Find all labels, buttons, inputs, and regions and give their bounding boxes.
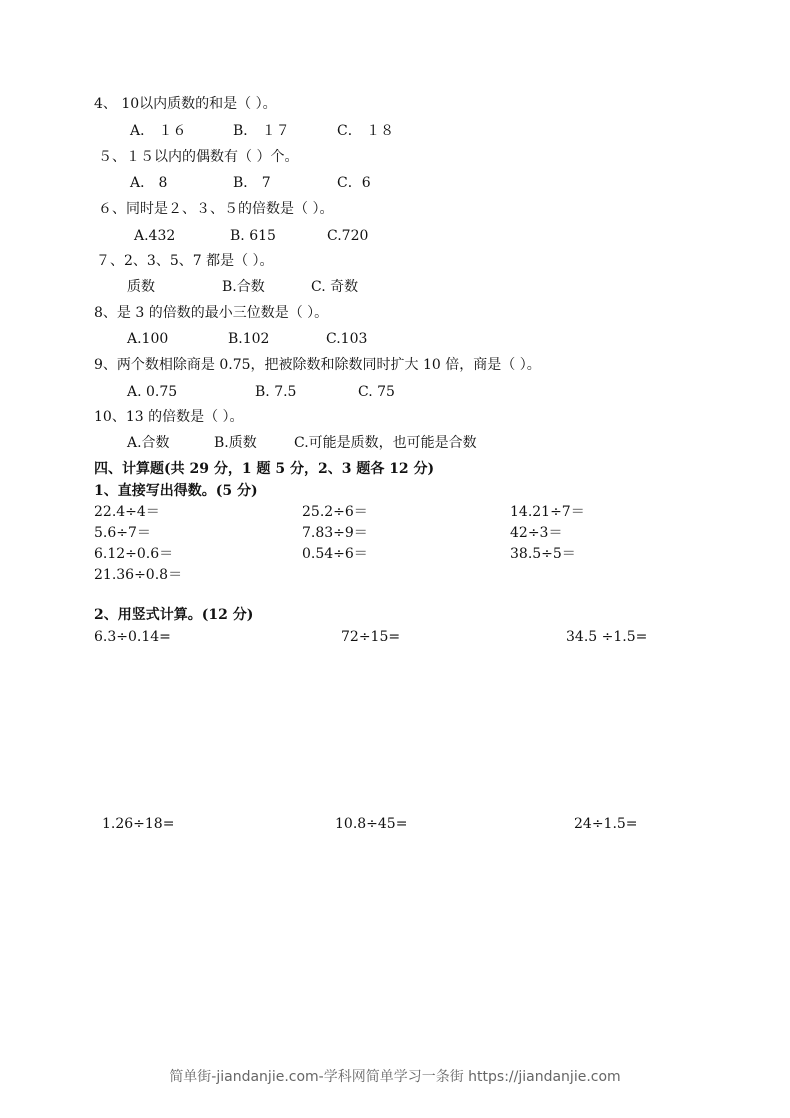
question-8-option-c: C.103: [326, 331, 368, 347]
vertical-calc-item: 34.5 ÷1.5=: [566, 629, 648, 645]
part-1-title: 1、直接写出得数。(5 分): [94, 483, 258, 499]
mental-math-item: 14.21÷7＝: [510, 504, 585, 520]
vertical-calc-item: 10.8÷45=: [335, 816, 408, 832]
question-7-option-a: 质数: [127, 279, 155, 295]
mental-math-item: 21.36÷0.8＝: [94, 567, 183, 583]
question-8-stem: 8、是 3 的倍数的最小三位数是（ ）。: [94, 305, 329, 321]
mental-math-item: 42÷3＝: [510, 525, 563, 541]
question-9-option-c: C. 75: [358, 384, 395, 400]
question-5-stem: ５、１５以内的偶数有（ ）个。: [98, 149, 299, 165]
mental-math-item: 25.2÷6＝: [302, 504, 368, 520]
question-6-stem: ６、同时是２、３、５的倍数是（ ）。: [98, 201, 334, 217]
mental-math-item: 7.83÷9＝: [302, 525, 368, 541]
question-7-option-c: C. 奇数: [311, 279, 359, 295]
mental-math-item: 38.5÷5＝: [510, 546, 576, 562]
question-8-option-a: A.100: [127, 331, 169, 347]
vertical-calc-item: 24÷1.5=: [574, 816, 638, 832]
question-5-option-c: C．6: [337, 175, 371, 191]
question-5-option-a: A． 8: [130, 175, 168, 191]
question-6-option-c: C.720: [327, 228, 369, 244]
question-9-option-a: A. 0.75: [127, 384, 178, 400]
section-4-title: 四、计算题(共 29 分，1 题 5 分，2、3 题各 12 分): [94, 461, 435, 477]
mental-math-item: 6.12÷0.6＝: [94, 546, 174, 562]
vertical-calc-item: 72÷15=: [341, 629, 401, 645]
mental-math-item: 22.4÷4＝: [94, 504, 160, 520]
question-10-option-b: B.质数: [214, 435, 257, 451]
question-10-option-a: A.合数: [127, 435, 170, 451]
page-footer: 简单街-jiandanjie.com-学科网简单学习一条街 https://jiandanjie.com: [169, 1069, 621, 1085]
question-10-option-c: C.可能是质数，也可能是合数: [294, 435, 477, 451]
mental-math-item: 5.6÷7＝: [94, 525, 151, 541]
question-9-option-b: B. 7.5: [255, 384, 297, 400]
question-9-stem: 9、两个数相除商是 0.75，把被除数和除数同时扩大 10 倍，商是（ ）。: [94, 357, 541, 373]
question-4-option-b: B． １７: [233, 123, 290, 139]
vertical-calc-item: 1.26÷18=: [102, 816, 175, 832]
question-4-stem: 4、 10以内质数的和是（ ）。: [94, 96, 277, 112]
question-8-option-b: B.102: [228, 331, 270, 347]
vertical-calc-item: 6.3÷0.14=: [94, 629, 171, 645]
question-7-option-b: B.合数: [222, 279, 265, 295]
mental-math-item: 0.54÷6＝: [302, 546, 368, 562]
question-10-stem: 10、13 的倍数是（ ）。: [94, 409, 244, 425]
question-7-stem: ７、2、3、5、7 都是（ ）。: [96, 253, 274, 269]
question-4-option-a: A． １６: [130, 123, 187, 139]
part-2-title: 2、用竖式计算。(12 分): [94, 607, 254, 623]
question-6-option-a: A.432: [134, 228, 176, 244]
question-5-option-b: B． 7: [233, 175, 271, 191]
question-6-option-b: B. 615: [230, 228, 276, 244]
question-4-option-c: C． １８: [337, 123, 395, 139]
